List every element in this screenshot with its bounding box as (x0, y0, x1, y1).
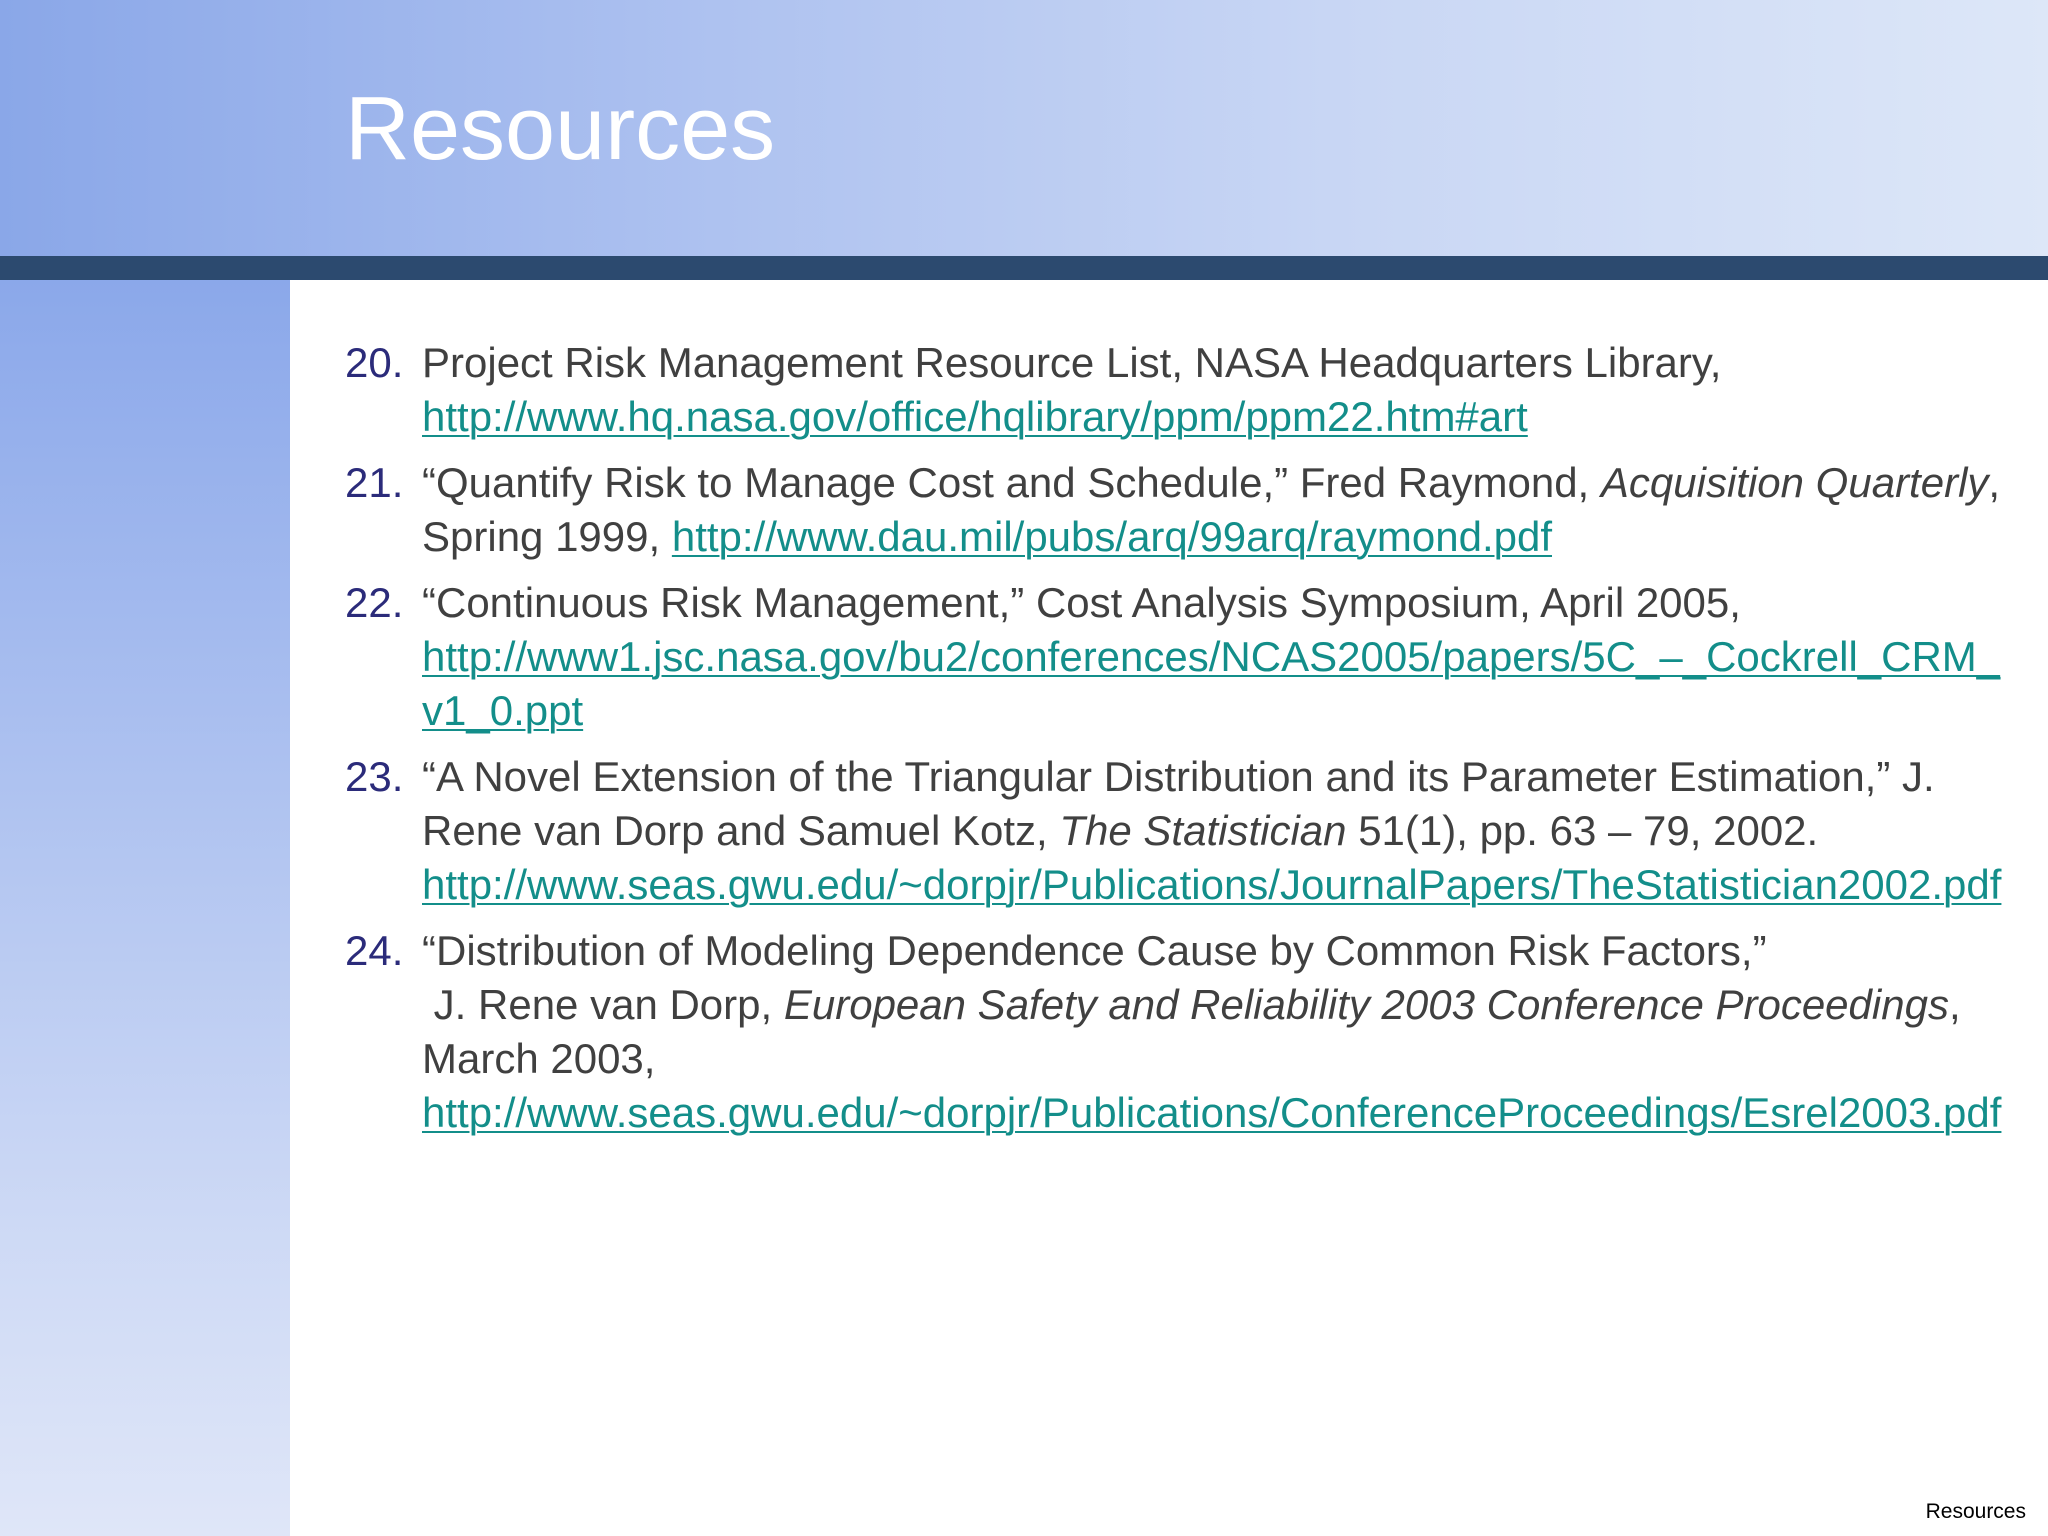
reference-text: “Distribution of Modeling Dependence Cause by Common Risk Factors,” (422, 927, 1767, 974)
reference-text: “A Novel Extension of the Triangular Distribution and its Parameter Estimation,” J. Rene van Dorp and Samuel Kotz, (422, 753, 1935, 854)
reference-text: , March 2003, (422, 981, 1961, 1082)
reference-link[interactable]: http://www.hq.nasa.gov/office/hqlibrary/ppm/ppm22.htm#art (422, 393, 1528, 440)
reference-item-20 (345, 336, 2005, 444)
side-band (0, 280, 290, 1536)
reference-list (345, 336, 2005, 1152)
reference-link[interactable]: http://www1.jsc.nasa.gov/bu2/conferences/NCAS2005/papers/5C_–_Cockrell_CRM_v1_0.ppt (422, 633, 2001, 734)
footer-label: Resources (1925, 1500, 2026, 1523)
reference-number: 20. (345, 339, 404, 386)
reference-publication: European Safety and Reliability 2003 Conference Proceedings (783, 981, 1949, 1028)
reference-text: Project Risk Management Resource List, NASA Headquarters Library, (422, 339, 1722, 386)
reference-author: J. Rene van Dorp, (433, 981, 773, 1028)
header-divider (0, 256, 2048, 280)
reference-number: 21. (345, 459, 404, 506)
header-band (0, 0, 2048, 256)
reference-publication: The Statistician (1059, 807, 1347, 854)
reference-link[interactable]: http://www.dau.mil/pubs/arq/99arq/raymond.pdf (671, 513, 1552, 560)
reference-text: 51(1), pp. 63 – 79, 2002. (1358, 807, 1819, 854)
reference-number: 24. (345, 927, 404, 974)
reference-text: , Spring 1999, (422, 459, 2001, 560)
reference-number: 23. (345, 753, 404, 800)
reference-item-21 (345, 456, 2005, 564)
reference-link[interactable]: http://www.seas.gwu.edu/~dorpjr/Publications/ConferenceProceedings/Esrel2003.pdf (422, 1089, 2002, 1136)
reference-item-23 (345, 750, 2005, 912)
reference-publication: Acquisition Quarterly (1600, 459, 1989, 506)
reference-text: “Continuous Risk Management,” Cost Analysis Symposium, April 2005, (422, 579, 1741, 626)
reference-number: 22. (345, 579, 404, 626)
reference-text: “Quantify Risk to Manage Cost and Schedule,” Fred Raymond, (422, 459, 1590, 506)
slide-title: Resources (345, 79, 776, 179)
reference-item-24 (345, 924, 2005, 1140)
reference-item-22 (345, 576, 2005, 738)
reference-link[interactable]: http://www.seas.gwu.edu/~dorpjr/Publications/JournalPapers/TheStatistician2002.pdf (422, 861, 2002, 908)
